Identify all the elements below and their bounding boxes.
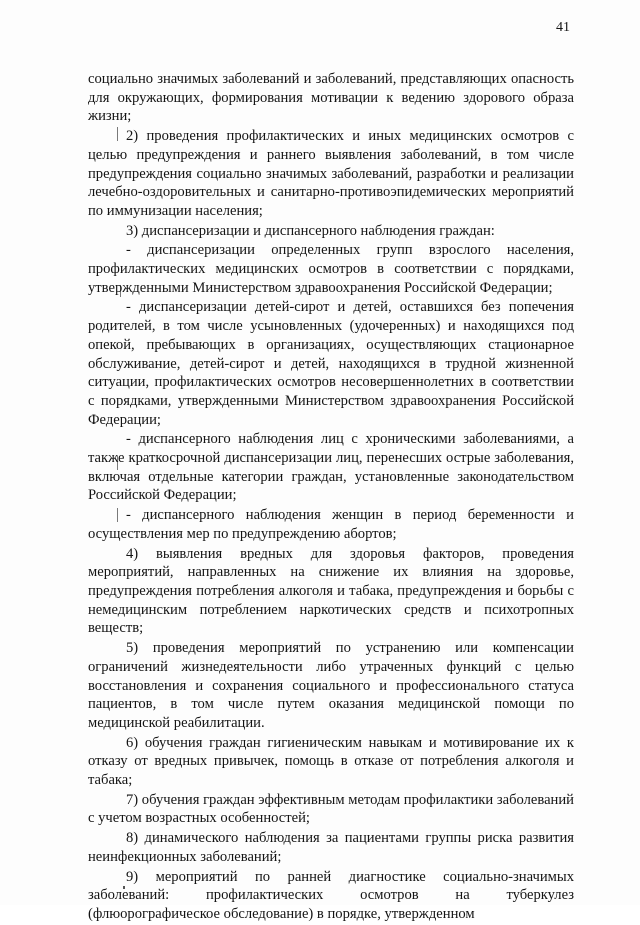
paragraph-item-8: 8) динамического наблюдения за пациентами группы риска развития неинфекционных заболеваний;	[88, 830, 574, 865]
paragraph-item-7: 7) обучения граждан эффективным методам профилактики заболеваний с учетом возрастных особенностей;	[88, 791, 574, 827]
paragraph-subitem-orphans-screening: - диспансеризации детей-сирот и детей, оставшихся без попечения родителей, в том числе усыновленных (удочеренных) и находящихся под опекой, пребывающих в организациях, осуществляющих стационарное обслуживание, детей-сирот и детей, находящихся в трудной жизненной ситуации, профилактических осмотров несовершеннолетних в соответствии с порядками, утвержденными Министерством здравоохранения Российской Федерации;	[88, 299, 574, 428]
document-text	[88, 70, 574, 925]
page-number: 41	[556, 20, 570, 35]
paragraph-item-3: 3) диспансеризации и диспансерного наблюдения граждан:	[126, 222, 495, 239]
paragraph-continuation: социально значимых заболеваний и заболеваний, представляющих опасность для окружающих, формирования мотивации к ведению здорового образа жизни;	[88, 71, 574, 125]
paragraph-item-4: 4) выявления вредных для здоровья факторов, проведения мероприятий, направленных на снижение их влияния на здоровье, предупреждения потребления алкоголя и табака, предупреждения и борьбы с немедицинским потреблением наркотических средств и психотропных веществ;	[88, 545, 574, 637]
paragraph-subitem-chronic-observation: - диспансерного наблюдения лиц с хроническими заболеваниями, а также краткосрочной диспансеризации лиц, перенесших острые заболевания, включая отдельные категории граждан, установленные законодательством Российской Федерации;	[88, 431, 574, 504]
paragraph-item-5: 5) проведения мероприятий по устранению или компенсации ограничений жизнедеятельности либо утраченных функций с целью восстановления и сохранения социального и профессионального статуса пациентов, в том числе путем оказания медицинской помощи по медицинской реабилитации.	[88, 640, 574, 731]
paragraph-subitem-adult-screening: - диспансеризации определенных групп взрослого населения, профилактических медицинских осмотров в соответствии с порядками, утвержденными Министерством здравоохранения Российской Федерации;	[88, 242, 574, 296]
paragraph-subitem-pregnancy-observation: - диспансерного наблюдения женщин в период беременности и осуществления мер по предупреждению абортов;	[88, 507, 574, 542]
paragraph-item-6: 6) обучения граждан гигиеническим навыкам и мотивирование их к отказу от вредных привычек, помощь в отказе от потребления алкоголя и табака;	[88, 734, 574, 789]
paragraph-item-2: 2) проведения профилактических и иных медицинских осмотров с целью предупреждения и раннего выявления заболеваний, в том числе предупреждения социально значимых заболеваний, разработки и реализации лечебно-оздоровительных и санитарно-противоэпидемических мероприятий по иммунизации населения;	[88, 128, 574, 219]
paragraph-item-9: 9) мероприятий по ранней диагностике социально-значимых заболеваний: профилактических осмотров на туберкулез (флюорографическое обследование) в порядке, утвержденном	[88, 868, 574, 922]
